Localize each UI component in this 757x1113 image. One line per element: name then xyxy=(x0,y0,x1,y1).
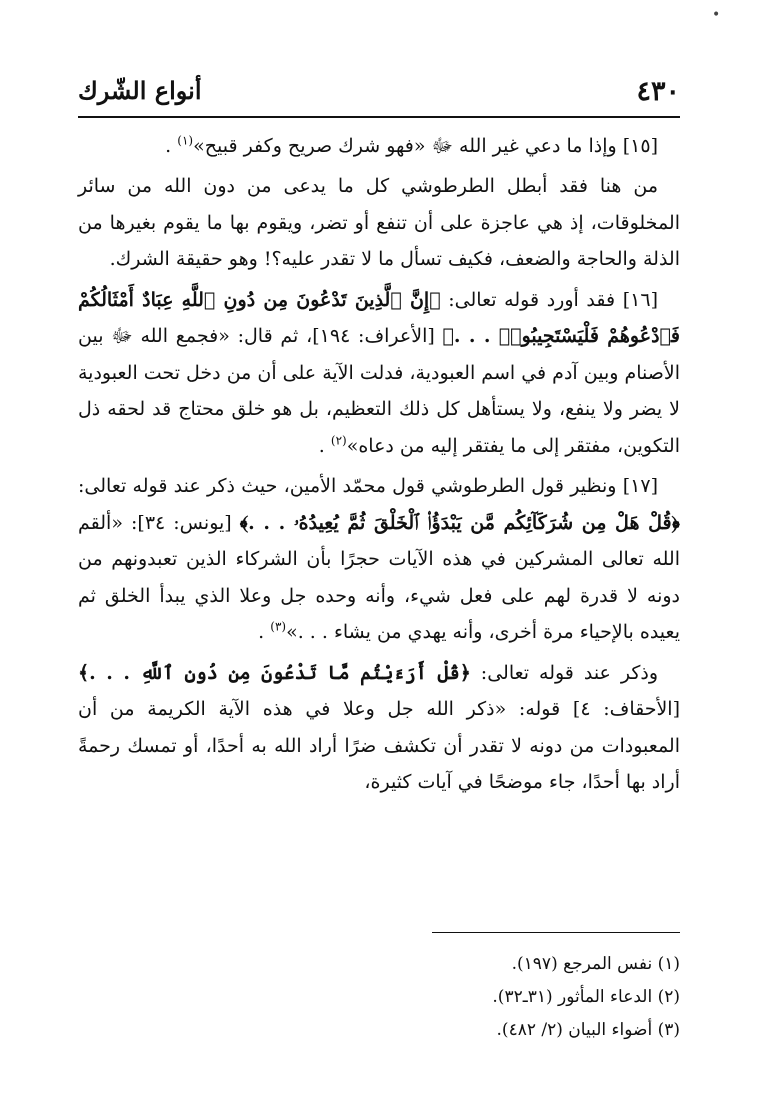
paragraph-17 xyxy=(78,468,680,650)
quran-verse-yunus: ﴿قُلْ هَلْ مِن شُرَكَآئِكُم مَّن يَبْدَؤُا۟ ٱلْخَلْقَ ثُمَّ يُعِيدُهُۥ . . .﴾ xyxy=(239,511,680,534)
footnote-ref-1: (١) xyxy=(177,133,194,148)
page-header xyxy=(78,70,680,118)
paragraph-text: [يونس: ٣٤]: «ألقم الله تعالى المشركين في هذه الآيات حجرًا بأن الشركاء الذين تعبدونهم من دونه لا قدرة لهم على فعل شيء، وأنه وحده جل وعلا الذي يبدأ الخلق ثم يعيده بالإحياء مرة أخرى، وأنه يهدي من يشاء . . .» xyxy=(78,511,680,644)
paragraph-text: [١٦] فقد أورد قوله تعالى: xyxy=(440,288,659,311)
footnote-2: (٢) الدعاء المأثور (٣١ـ٣٢). xyxy=(492,987,680,1008)
paragraph-15 xyxy=(78,128,680,164)
paragraph-ahqaf xyxy=(78,655,680,801)
paragraph-16 xyxy=(78,282,680,464)
footnotes xyxy=(78,948,680,1047)
paragraph-text: [١٧] ونظير قول الطرطوشي قول محمّد الأمين، حيث ذكر عند قوله تعالى: xyxy=(78,475,658,498)
paragraph-text: [١٥] وإذا ما دعي غير الله ﷻ «فهو شرك صريح وكفر قبيح» xyxy=(193,135,658,157)
paragraph-tail: . xyxy=(318,434,331,457)
footnote-1: (١) نفس المرجع (١٩٧). xyxy=(511,954,680,974)
footnote-separator xyxy=(432,932,680,933)
footnote-3: (٣) أضواء البيان (٢/ ٤٨٢). xyxy=(496,1020,680,1041)
quran-verse-araf: ﴿إِنَّ ٱلَّذِينَ تَدْعُونَ مِن دُونِ ٱللَّهِ عِبَادٌ أَمْثَالُكُمْ فَٱدْعُوهُمْ فَلْيَسْتَجِيبُوا۟ . . .﴾ xyxy=(78,288,681,348)
paragraph-text: [الأعراف: ١٩٤]، ثم قال: «فجمع الله ﷻ بين الأصنام وبين آدم في اسم العبودية، فدلت الآية على أن من دخل تحت العبودية لا يضر ولا ينفع، ولا يستأهل كل ذلك التعظيم، بل هو خلق محتاج قد لحقه ذل التكوين، مفتقر إلى ما يفتقر إليه من دعاه» xyxy=(78,325,680,457)
running-title: أنواع الشّرك xyxy=(78,76,202,105)
page-number: ٤٣٠ xyxy=(636,76,680,107)
paragraph-commentary xyxy=(78,168,680,277)
footnote-ref-2: (٢) xyxy=(330,433,347,448)
paragraph-text: وذكر عند قوله تعالى: xyxy=(470,661,658,684)
footnote-ref-3: (٣) xyxy=(270,619,287,634)
quran-verse-ahqaf: ﴿قُلْ أَرَءَيْتُم مَّا تَدْعُونَ مِن دُونِ ٱللَّهِ . . .﴾ xyxy=(78,661,471,684)
scan-corner-mark: • xyxy=(712,7,721,23)
paragraph-text: [الأحقاف: ٤] قوله: «ذكر الله جل وعلا في هذه الآية الكريمة من أن المعبودات من دونه لا تقدر أن تكشف ضرًا أراد الله به أحدًا، أو تمسك رحمةً أراد بها أحدًا، جاء موضحًا في آيات كثيرة، xyxy=(78,698,680,793)
paragraph-tail: . xyxy=(258,621,271,644)
body-text xyxy=(78,128,680,804)
paragraph-text: من هنا فقد أبطل الطرطوشي كل ما يدعى من دون الله من سائر المخلوقات، إذ هي عاجزة على أن تنفع أو تضر، ويقوم بها ما يقوم بغيرها من الذلة والحاجة والضعف، فكيف تسأل ما لا تقدر عليه؟! وهو حقيقة الشرك. xyxy=(78,175,680,271)
paragraph-tail: . xyxy=(165,135,178,157)
